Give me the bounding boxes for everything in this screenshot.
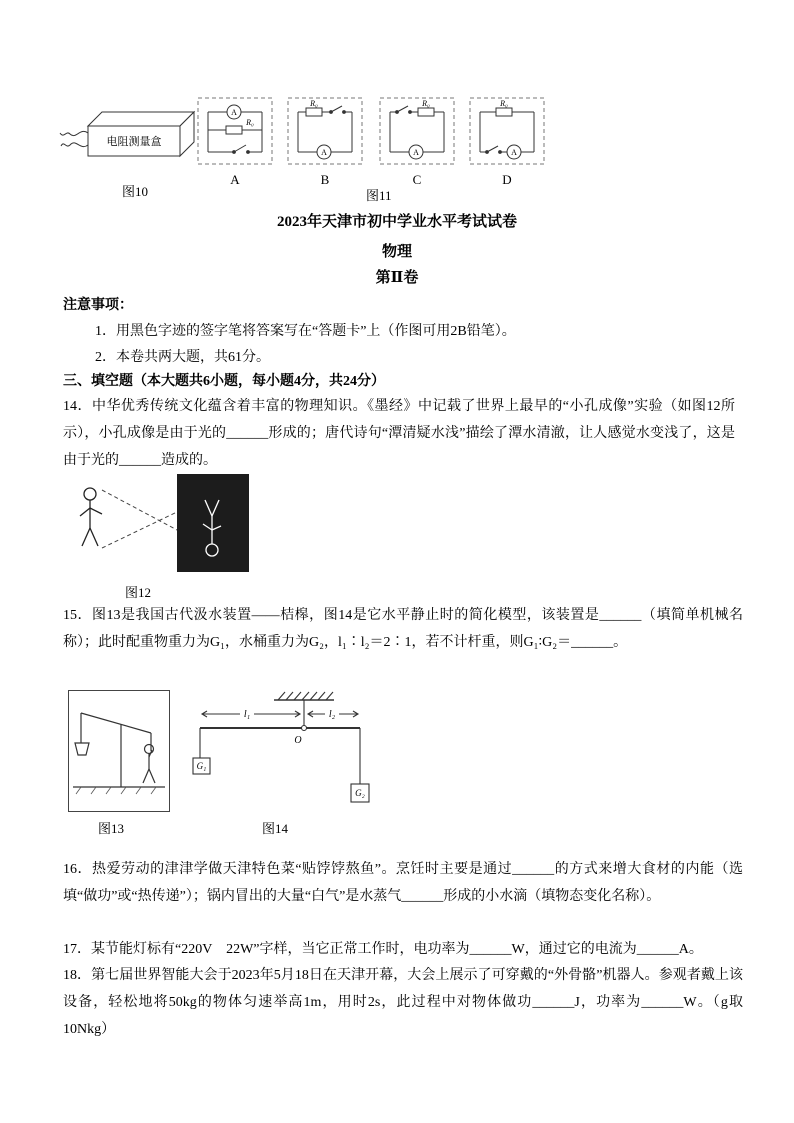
question-18-text: 18．第七届世界智能大会于2023年5月18日在天津开幕，大会上展示了可穿戴的“外骨骼”机器人。参观者戴上该设备，轻松地将50kg的物体匀速举高1m，用时2s，此过程中对物体做功______J，功率为______W。（g取10Nkg） <box>63 968 743 1037</box>
figure-14-caption: 图14 <box>262 821 289 836</box>
question-15-text: 15．图13是我国古代汲水装置——桔槔，图14是它水平静止时的简化模型，该装置是______（填简单机械名称）；此时配重物重力为G₁，水桶重力为G₂，l₁∶l₂＝2∶1，若不计杆重，则G₁∶G₂＝______。 <box>63 608 743 650</box>
figure-12 <box>62 468 252 578</box>
resistor-label: R₀ <box>422 99 430 108</box>
ammeter-label: A <box>511 148 517 157</box>
circuit-d-image <box>468 96 546 168</box>
figure-14 <box>192 686 372 818</box>
ammeter-label: A <box>231 108 237 117</box>
figure-11-caption: 图11 <box>366 188 392 203</box>
ammeter-label: A <box>413 148 419 157</box>
question-14-text: 14．中华优秀传统文化蕴含着丰富的物理知识。《墨经》中记载了世界上最早的“小孔成像”实验（如图12所示），小孔成像是由于光的______形成的；唐代诗句“潭清疑水浅”描绘了潭水清澈，让人感觉水变浅了，这是由于光的______造成的。 <box>63 399 735 468</box>
option-c-label: C <box>412 172 422 187</box>
circuit-option-c <box>378 96 456 188</box>
fig14-pivot-label: O <box>294 735 302 746</box>
fig12-screen <box>177 474 249 572</box>
circuit-option-b <box>286 96 364 188</box>
question-16-text: 16．热爱劳动的津津学做天津特色菜“贴饽饽熬鱼”。烹饪时主要是通过______的方式来增大食材的内能（选填“做功”或“热传递”）；锅内冒出的大量“白气”是水蒸气______形成的小水滴（填物态变化名称）。 <box>63 862 743 904</box>
figure-13 <box>68 690 170 812</box>
figure-13-image <box>69 691 169 811</box>
circuit-option-a <box>196 96 274 188</box>
figure-10-image <box>58 100 198 172</box>
figure-10-caption: 图10 <box>121 184 148 199</box>
option-b-label: B <box>320 172 330 187</box>
volume-label: 第Ⅱ卷 <box>375 270 419 286</box>
figure-12-image <box>62 468 252 578</box>
circuit-option-d <box>468 96 546 188</box>
resistor-label: R₀ <box>246 118 254 127</box>
option-a-label: A <box>230 172 240 187</box>
figure-12-caption: 图12 <box>125 585 152 600</box>
fig14-g1-label: G₁ <box>196 761 207 771</box>
resistor-label: R₀ <box>500 99 508 108</box>
exam-title: 2023年天津市初中学业水平考试试卷 <box>276 214 517 230</box>
notice-item-1: 1．用黑色字迹的签字笔将答案写在“答题卡”上（作图可用2B铅笔）。 <box>95 324 516 339</box>
option-d-label: D <box>502 172 512 187</box>
question-17-text: 17．某节能灯标有“220V 22W”字样，当它正常工作时，电功率为______W，通过它的电流为______A。 <box>63 942 703 957</box>
circuit-b-image <box>286 96 364 168</box>
fig14-l1-label: l₁ <box>243 709 251 720</box>
fig14-l2-label: l₂ <box>328 709 336 720</box>
section-heading: 三、填空题（本大题共6小题，每小题4分，共24分） <box>63 374 385 389</box>
figure-10 <box>58 100 198 172</box>
ammeter-label: A <box>321 148 327 157</box>
circuit-a-image <box>196 96 274 168</box>
notice-heading: 注意事项： <box>63 298 133 313</box>
figure-14-image <box>192 686 372 818</box>
notice-item-2: 2．本卷共两大题，共61分。 <box>95 350 270 365</box>
fig14-g2-label: G₂ <box>355 788 365 798</box>
circuit-c-image <box>378 96 456 168</box>
fig10-box-label: 电阻测量盒 <box>106 136 162 148</box>
figure-13-caption: 图13 <box>98 821 125 836</box>
subject-title: 物理 <box>381 244 412 260</box>
resistor-label: R₀ <box>310 99 318 108</box>
